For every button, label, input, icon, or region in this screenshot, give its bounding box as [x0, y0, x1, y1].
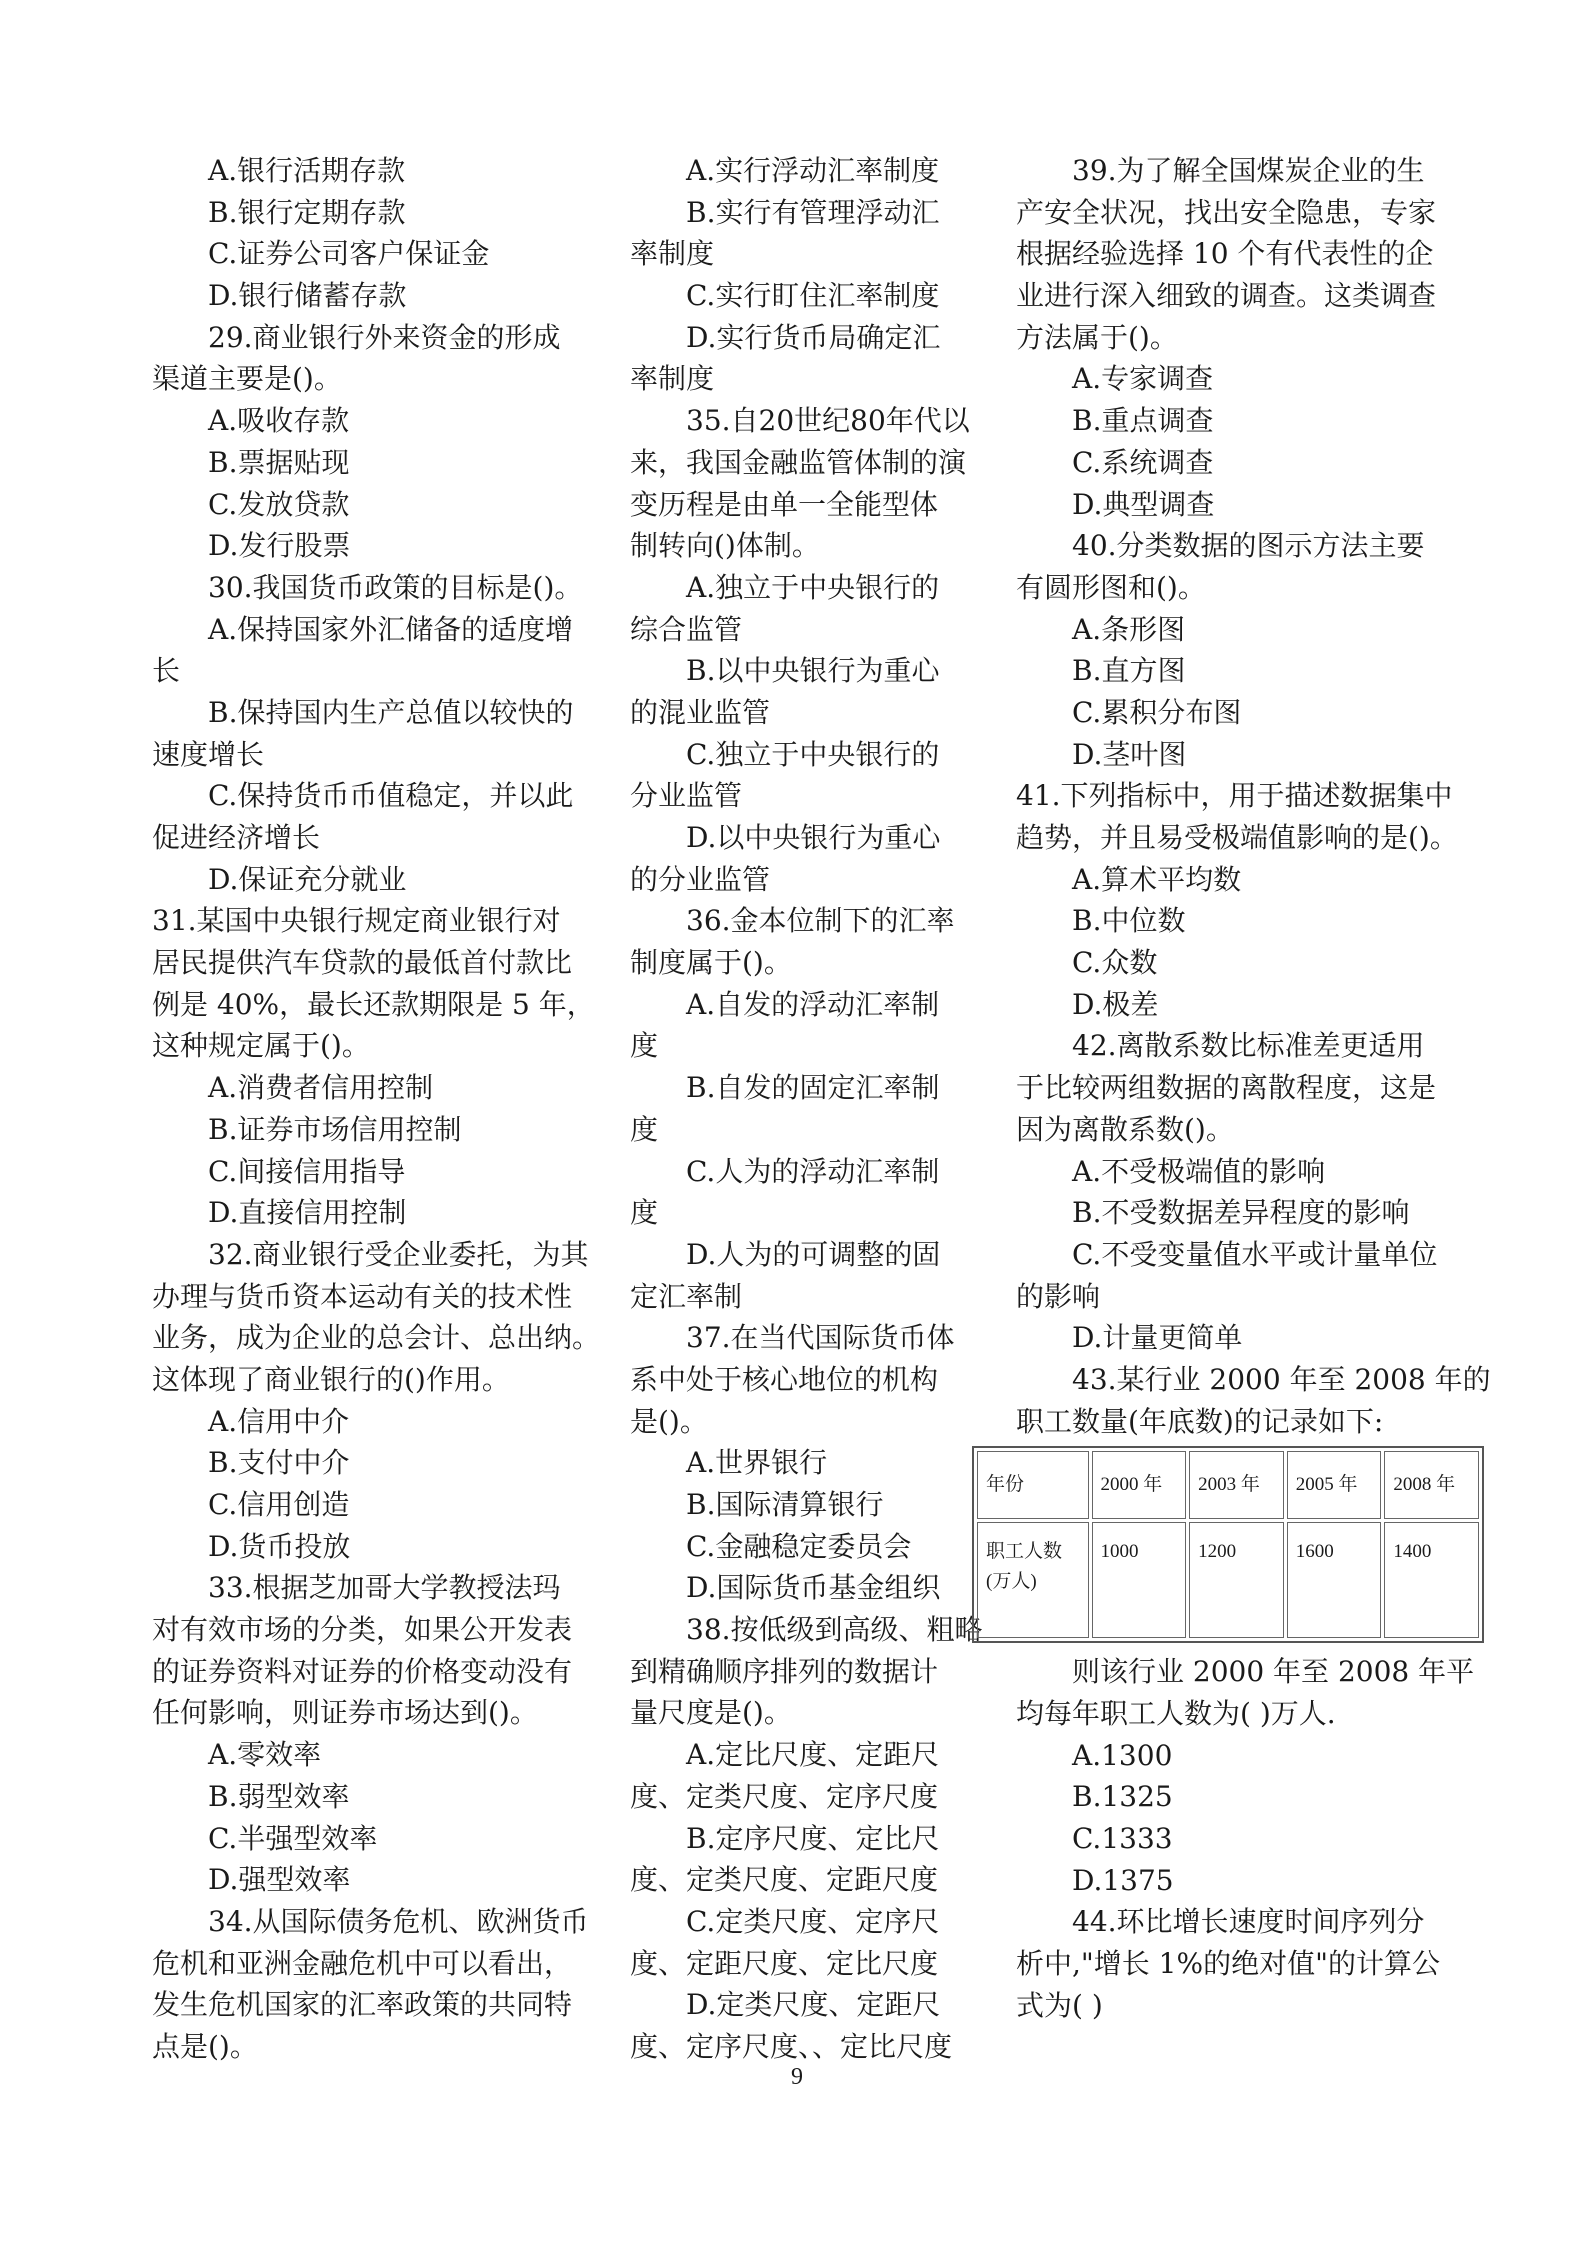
table-row-label: [977, 1522, 1089, 1638]
text-line: D.货币投放: [208, 1529, 351, 1563]
text-line: C.1333: [1072, 1822, 1173, 1856]
text-line: 渠道主要是()。: [152, 362, 342, 396]
table-header-cell: 2000 年: [1092, 1451, 1187, 1519]
left-column: [152, 150, 601, 2068]
text-line: B.重点调查: [1072, 404, 1214, 438]
text-line: 度、定序尺度、、定比尺度: [630, 2029, 953, 2063]
text-line: B.保持国内生产总值以较快的: [208, 695, 574, 729]
text-line: D.1375: [1072, 1863, 1174, 1897]
text-line: A.独立于中央银行的: [686, 570, 940, 604]
text-line: 变历程是由单一全能型体: [630, 487, 939, 521]
text-line: 任何影响，则证券市场达到()。: [152, 1696, 538, 1730]
text-line: C.独立于中央银行的: [686, 737, 940, 771]
text-line: 44.环比增长速度时间序列分: [1072, 1905, 1425, 1939]
table-row: [977, 1522, 1479, 1638]
text-line: 系中处于核心地位的机构: [630, 1362, 939, 1396]
text-line: 38.按低级到高级、粗略: [686, 1613, 983, 1647]
text-line: B.不受数据差异程度的影响: [1072, 1196, 1410, 1230]
text-line: A.零效率: [208, 1738, 322, 1772]
text-line: 39.为了解全国煤炭企业的生: [1072, 154, 1425, 187]
text-line: 因为离散系数()。: [1016, 1112, 1234, 1146]
text-line: 均每年职工人数为( )万人.: [1016, 1697, 1336, 1730]
text-line: B.证券市场信用控制: [208, 1112, 462, 1146]
text-line: A.定比尺度、定距尺: [686, 1738, 940, 1772]
text-line: 于比较两组数据的离散程度，这是: [1016, 1071, 1437, 1105]
right-column: [986, 150, 1491, 2027]
text-line: B.以中央银行为重心: [686, 654, 940, 688]
text-line: C.信用创造: [208, 1488, 350, 1521]
text-line: 度: [630, 1029, 659, 1063]
text-line: C.系统调查: [1072, 445, 1214, 479]
text-line: C.间接信用指导: [208, 1154, 406, 1188]
text-line: B.支付中介: [208, 1446, 350, 1480]
text-line: 的混业监管: [630, 695, 771, 729]
text-line: 率制度: [630, 362, 715, 396]
table-header-cell: 2008 年: [1384, 1451, 1479, 1519]
text-line: 方法属于()。: [1016, 320, 1178, 354]
text-line: 办理与货币资本运动有关的技术性: [152, 1279, 573, 1313]
text-line: A.不受极端值的影响: [1072, 1154, 1326, 1188]
text-line: B.自发的固定汇率制: [686, 1071, 940, 1105]
text-line: A.信用中介: [208, 1404, 350, 1438]
text-line: A.银行活期存款: [208, 154, 406, 187]
text-line: 的影响: [1016, 1279, 1101, 1313]
text-line: A.吸收存款: [208, 404, 350, 438]
text-line: A.保持国家外汇储备的适度增: [208, 612, 574, 646]
text-line: A.世界银行: [686, 1446, 828, 1480]
text-line: 29.商业银行外来资金的形成: [208, 320, 561, 354]
text-line: 率制度: [630, 237, 715, 271]
text-line: 度、定类尺度、定序尺度: [630, 1779, 939, 1813]
text-line: C.证券公司客户保证金: [208, 237, 490, 271]
table-cell: 1600: [1287, 1522, 1382, 1638]
text-line: B.国际清算银行: [686, 1488, 884, 1521]
text-line: 33.根据芝加哥大学教授法玛: [208, 1571, 561, 1605]
text-line: 度: [630, 1112, 659, 1146]
text-line: C.人为的浮动汇率制: [686, 1154, 940, 1188]
text-line: 度: [630, 1196, 659, 1230]
row-label-line: 职工人数: [986, 1541, 1063, 1563]
text-line: 34.从国际债务危机、欧洲货币: [208, 1904, 589, 1938]
page-number: 9: [791, 2064, 803, 2090]
text-line: D.直接信用控制: [208, 1196, 407, 1230]
row-label-line: (万人): [986, 1571, 1037, 1593]
text-line: 长: [152, 654, 181, 688]
right-column-top-text: [1016, 150, 1491, 1442]
text-line: B.实行有管理浮动汇: [686, 195, 940, 229]
table-cell: 1200: [1189, 1522, 1284, 1638]
text-line: D.保证充分就业: [208, 862, 407, 896]
text-line: A.算术平均数: [1072, 862, 1242, 896]
text-line: D.以中央银行为重心: [686, 821, 941, 854]
text-line: 这种规定属于()。: [152, 1029, 370, 1063]
text-line: D.发行股票: [208, 529, 351, 563]
text-line: D.实行货币局确定汇: [686, 320, 941, 354]
text-line: C.众数: [1072, 946, 1158, 980]
text-line: 是()。: [630, 1404, 708, 1438]
text-line: D.茎叶图: [1072, 737, 1187, 771]
text-line: 趋势，并且易受极端值影响的是()。: [1016, 821, 1458, 854]
text-line: 发生危机国家的汇率政策的共同特: [152, 1988, 573, 2022]
text-line: C.定类尺度、定序尺: [686, 1904, 940, 1938]
text-line: B.票据贴现: [208, 445, 350, 479]
text-line: 的证券资料对证券的价格变动没有: [152, 1654, 573, 1688]
text-line: 则该行业 2000 年至 2008 年平: [1072, 1655, 1475, 1689]
text-line: C.不受变量值水平或计量单位: [1072, 1237, 1438, 1271]
text-line: 量尺度是()。: [630, 1696, 792, 1730]
text-line: D.人为的可调整的固: [686, 1237, 941, 1271]
text-line: 度、定类尺度、定距尺度: [630, 1863, 939, 1897]
text-line: C.金融稳定委员会: [686, 1529, 912, 1563]
text-line: 32.商业银行受企业委托，为其: [208, 1237, 589, 1271]
text-line: D.国际货币基金组织: [686, 1571, 941, 1605]
text-line: C.半强型效率: [208, 1821, 378, 1855]
text-line: 42.离散系数比标准差更适用: [1072, 1029, 1425, 1063]
text-line: 30.我国货币政策的目标是()。: [208, 570, 583, 604]
text-line: A.条形图: [1072, 612, 1186, 646]
text-line: C.实行盯住汇率制度: [686, 279, 940, 313]
table-cell: 1400: [1384, 1522, 1479, 1638]
text-line: C.发放贷款: [208, 487, 350, 521]
text-line: 析中,"增长 1%的绝对值"的计算公: [1016, 1947, 1440, 1981]
text-line: 43.某行业 2000 年至 2008 年的: [1072, 1362, 1491, 1396]
text-line: A.1300: [1072, 1738, 1173, 1772]
right-column-bottom-text: [1016, 1651, 1475, 2026]
text-line: 的分业监管: [630, 862, 771, 896]
text-line: 居民提供汽车贷款的最低首付款比: [152, 946, 573, 980]
text-line: 点是()。: [152, 2029, 258, 2063]
text-line: B.中位数: [1072, 904, 1186, 938]
text-line: D.强型效率: [208, 1863, 351, 1897]
text-line: 职工数量(年底数)的记录如下:: [1016, 1404, 1384, 1438]
text-line: C.保持货币币值稳定，并以此: [208, 779, 574, 813]
text-line: B.定序尺度、定比尺: [686, 1821, 940, 1855]
text-line: 业务，成为企业的总会计、总出纳。: [152, 1321, 601, 1355]
middle-column: [630, 150, 983, 2068]
employee-count-table-wrapper: [972, 1446, 1484, 1643]
text-line: 制度属于()。: [630, 946, 792, 980]
text-line: 来，我国金融监管体制的演: [630, 445, 967, 479]
text-line: A.消费者信用控制: [208, 1071, 434, 1105]
text-line: D.极差: [1072, 987, 1159, 1021]
text-line: 对有效市场的分类，如果公开发表: [152, 1613, 573, 1647]
text-line: 式为( ): [1016, 1988, 1103, 2022]
text-line: D.计量更简单: [1072, 1321, 1243, 1355]
text-line: 促进经济增长: [152, 821, 321, 854]
text-line: 根据经验选择 10 个有代表性的企: [1016, 237, 1434, 271]
text-line: 37.在当代国际货币体: [686, 1321, 955, 1355]
text-line: 35.自20世纪80年代以: [686, 404, 970, 438]
text-line: 有圆形图和()。: [1016, 570, 1206, 604]
table-header-cell: 2003 年: [1189, 1451, 1284, 1519]
text-line: 例是 40%，最长还款期限是 5 年，: [152, 987, 595, 1021]
text-line: 这体现了商业银行的()作用。: [152, 1362, 510, 1396]
text-line: 定汇率制: [630, 1279, 743, 1313]
text-line: B.1325: [1072, 1780, 1173, 1814]
text-line: 速度增长: [152, 737, 265, 771]
text-line: 36.金本位制下的汇率: [686, 904, 955, 938]
text-line: D.银行储蓄存款: [208, 279, 407, 313]
text-line: B.直方图: [1072, 654, 1186, 688]
text-line: B.弱型效率: [208, 1779, 350, 1813]
text-line: C.累积分布图: [1072, 695, 1242, 729]
text-line: 31.某国中央银行规定商业银行对: [152, 904, 561, 938]
text-line: 分业监管: [630, 779, 743, 813]
text-line: A.自发的浮动汇率制: [686, 987, 940, 1021]
text-line: 度、定距尺度、定比尺度: [630, 1946, 939, 1980]
text-line: 制转向()体制。: [630, 529, 820, 563]
text-line: D.定类尺度、定距尺: [686, 1988, 941, 2022]
table-header-cell: 年份: [977, 1451, 1089, 1519]
text-line: 41.下列指标中，用于描述数据集中: [1016, 779, 1453, 813]
text-line: 危机和亚洲金融危机中可以看出，: [152, 1946, 573, 1980]
text-line: A.实行浮动汇率制度: [686, 154, 940, 187]
text-line: D.典型调查: [1072, 487, 1215, 521]
table-cell: 1000: [1092, 1522, 1187, 1638]
text-line: 40.分类数据的图示方法主要: [1072, 529, 1425, 563]
text-line: 综合监管: [630, 612, 743, 646]
text-line: 到精确顺序排列的数据计: [630, 1654, 939, 1688]
text-line: B.银行定期存款: [208, 195, 406, 229]
table-header-row: [977, 1451, 1479, 1519]
text-line: 业进行深入细致的调查。这类调查: [1016, 279, 1437, 313]
text-line: 产安全状况，找出安全隐患，专家: [1016, 195, 1437, 229]
employee-count-table: [972, 1446, 1484, 1643]
table-header-cell: 2005 年: [1287, 1451, 1382, 1519]
text-line: A.专家调查: [1072, 362, 1214, 396]
